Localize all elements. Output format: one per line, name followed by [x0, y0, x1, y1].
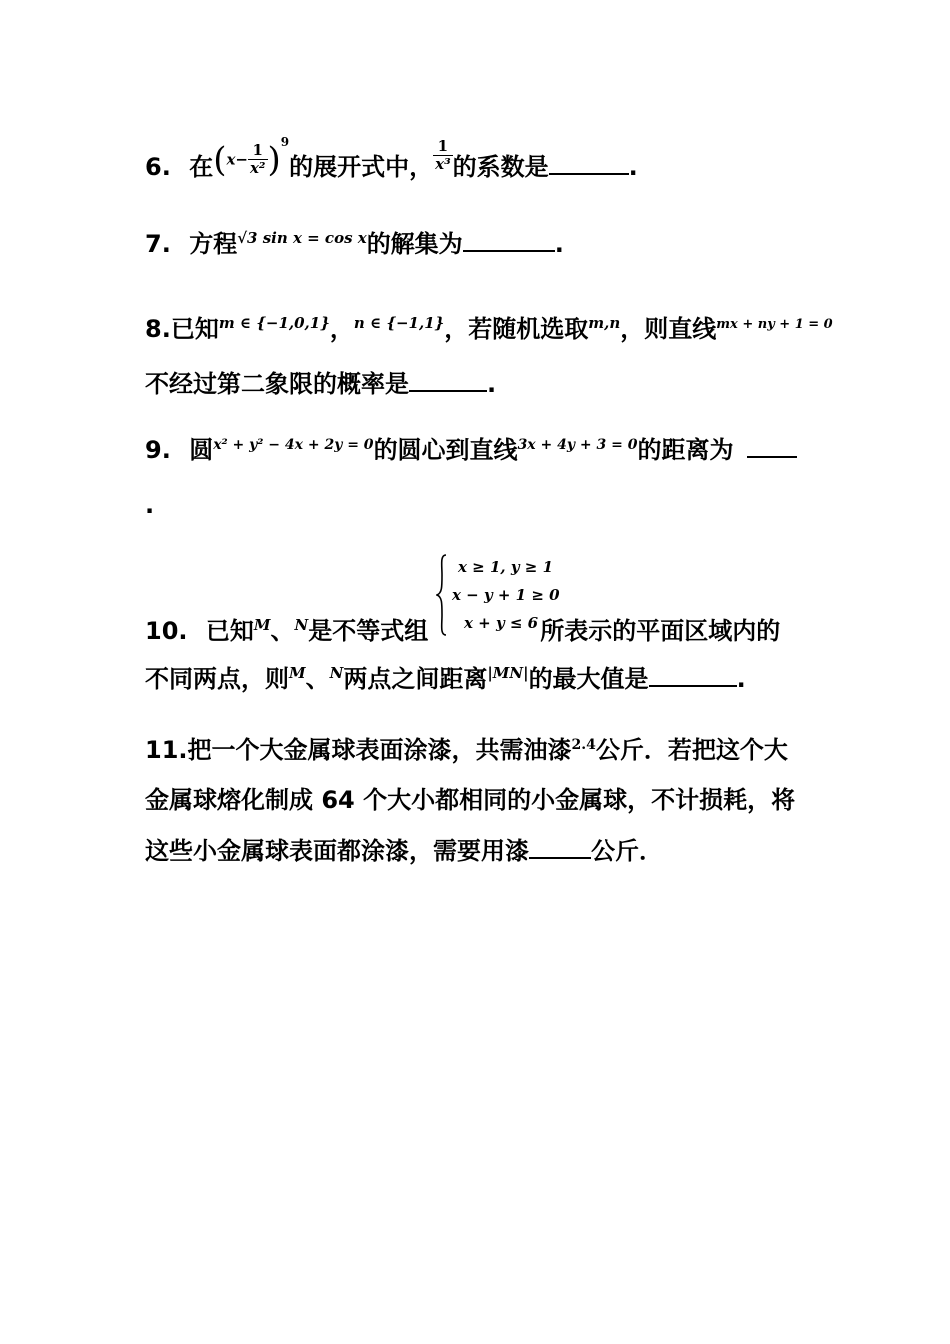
- question-10-line2: 不同两点，则$^M$、$^N$两点之间距离$^{|MN|}$的最大值是 .: [145, 664, 746, 693]
- q8-line2: 不经过第二象限的概率是: [145, 370, 409, 398]
- q9-pre: 圆: [189, 436, 214, 464]
- question-8-line2: 不经过第二象限的概率是 .: [145, 370, 497, 398]
- question-11-line3: 这些小金属球表面都涂漆，需要用漆 公斤．: [145, 837, 663, 865]
- q7-post: 的解集为: [366, 230, 463, 258]
- question-7: 7. 方程$^{√3 sin x = cos x}$的解集为 .: [145, 229, 564, 258]
- q10-system-row-1: x ≥ 1, y ≥ 1: [458, 558, 554, 576]
- q6-pre: 在: [189, 152, 214, 181]
- q11-answer-blank[interactable]: [529, 835, 591, 859]
- q10-M: M: [253, 616, 271, 634]
- question-9: 9. 圆$^{x^2 + y^2 - 4x + 2y = 0}$的圆心到直线$^{3x + 4y + 3 = 0}$的距离为: [145, 434, 810, 465]
- question-10: 10. 已知$^M$、$^N$是不等式组 所表示的平面区域内的: [145, 616, 781, 645]
- q10-pre: 已知: [205, 617, 254, 645]
- q8-n-set: n ∈ {−1,1}: [353, 314, 445, 332]
- q7-pre: 方程: [189, 230, 238, 258]
- q6-post: 的系数是: [452, 152, 549, 181]
- q7-number: 7.: [145, 230, 171, 258]
- q9-circle-equation: x² + y² − 4x + 2y = 0: [213, 437, 374, 453]
- q10-MN: |MN|: [487, 664, 529, 682]
- q9-number: 9.: [145, 436, 171, 464]
- q8-pre: 已知: [170, 315, 219, 343]
- q8-m-set: m ∈ {−1,0,1}: [218, 314, 330, 332]
- q9-answer-blank[interactable]: [747, 434, 797, 458]
- q10-system-row-2: x − y + 1 ≥ 0: [452, 586, 560, 604]
- q8-line-equation: mx + ny + 1 = 0: [716, 317, 833, 332]
- q6-mid: 的展开式中，: [289, 152, 434, 181]
- q6-fraction: $\frac{1}{\text{x²}}$: [249, 141, 266, 178]
- q10-answer-blank[interactable]: [649, 663, 737, 687]
- q6-binomial-expression: (x− $\frac{1}{\text{x²}}$ )$^9$: [213, 135, 290, 180]
- question-9-line2: .: [145, 491, 155, 519]
- q6-number: 6.: [145, 152, 171, 181]
- question-11-line2: 金属球熔化制成 64 个大小都相同的小金属球，不计损耗，将: [145, 786, 796, 814]
- q7-equation: √3 sin x = cos x: [237, 229, 367, 247]
- question-11: 11.把一个大金属球表面涂漆，共需油漆$^{2.4}$公斤．若把这个大: [145, 736, 788, 764]
- question-8: 8.已知$^{m \in \{-1,0,1\}}$，$^{n \in \{-1,1\}}$，若随机选取$^{m,n}$，则直线$^{mx + ny + 1 = 0}$: [145, 314, 833, 343]
- q11-amount: 2.4: [571, 737, 596, 753]
- q8-answer-blank[interactable]: [409, 368, 487, 392]
- q11-number: 11.: [145, 736, 188, 764]
- q6-term-fraction: $\frac{1}{\text{x³}}$: [435, 137, 451, 174]
- q6-answer-blank[interactable]: [549, 151, 629, 175]
- q8-mn: m,n: [588, 314, 621, 332]
- question-6: 6. 在(x− $\frac{1}{\text{x²}}$ )$^9$的展开式中， $\frac{1}{\text{x³}}$ 的系数是 .: [145, 135, 638, 181]
- q8-number: 8.: [145, 315, 171, 343]
- q10-number: 10.: [145, 617, 188, 645]
- q9-line-equation: 3x + 4y + 3 = 0: [517, 437, 638, 453]
- q10-N: N: [294, 616, 309, 634]
- q10-system-row-3: x + y ≤ 6: [464, 614, 539, 632]
- q7-answer-blank[interactable]: [463, 228, 555, 252]
